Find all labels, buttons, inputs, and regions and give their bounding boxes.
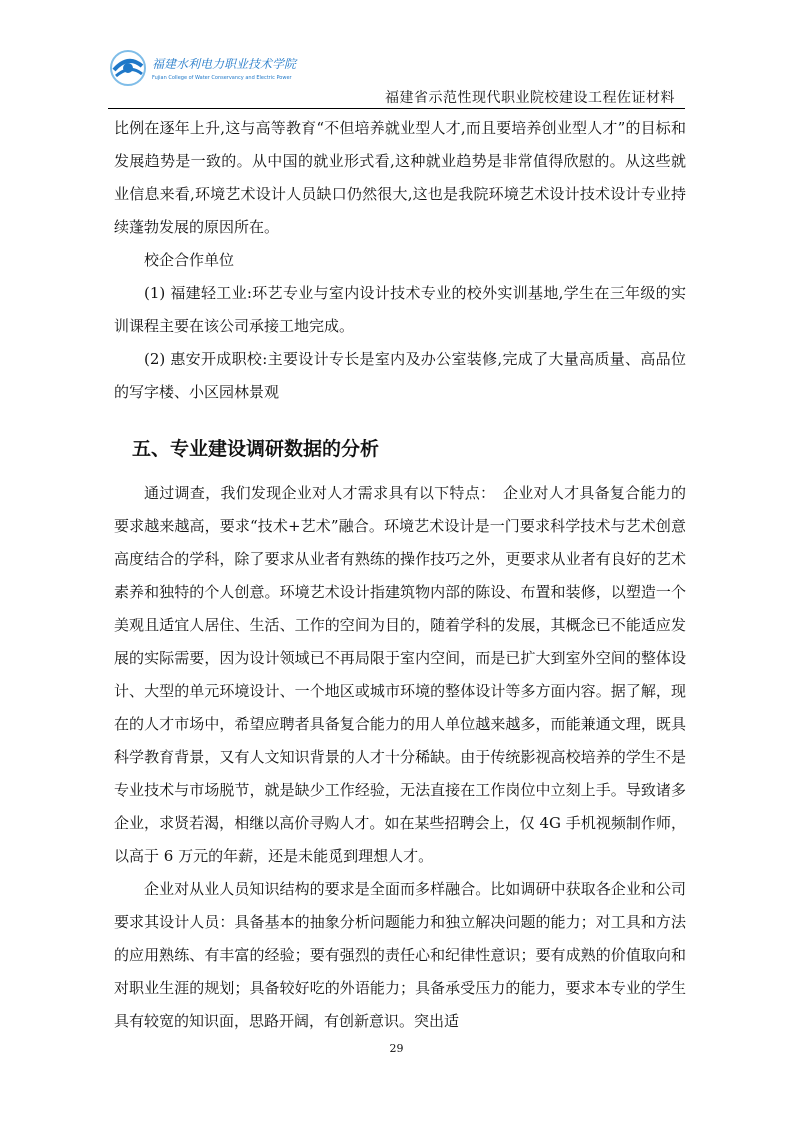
- logo-subtext: Fujian College of Water Conservancy and Electric Power: [152, 75, 292, 81]
- header-title: 福建省示范性现代职业院校建设工程佐证材料: [385, 90, 675, 106]
- paragraph: 通过调查，我们发现企业对人才需求具有以下特点： 企业对人才具备复合能力的要求越来越高，要求“技术+艺术”融合。环境艺术设计是一门要求科学技术与艺术创意高度结合的学科，除了要求从业者有熟练的操作技巧之外，更要求从业者有良好的艺术素养和独特的个人创意。环境艺术设计指建筑物内部的陈设、布置和装修，以塑造一个美观且适宜人居住、生活、工作的空间为目的，随着学科的发展，其概念已不能适应发展的实际需要，因为设计领域已不再局限于室内空间，而是已扩大到室外空间的整体设计、大型的单元环境设计、一个地区或城市环境的整体设计等多方面内容。据了解，现在的人才市场中，希望应聘者具备复合能力的用人单位越来越多，而能兼通文理，既具科学教育背景，又有人文知识背景的人才十分稀缺。由于传统影视高校培养的学生不是专业技术与市场脱节，就是缺少工作经验，无法直接在工作岗位中立刻上手。导致诸多企业，求贤若渴，相继以高价寻购人才。如在某些招聘会上，仅 4G 手机视频制作师，以高于 6 万元的年薪，还是未能觅到理想人才。: [114, 484, 686, 865]
- header-divider: [108, 108, 685, 109]
- paragraph: (2) 惠安开成职校:主要设计专长是室内及办公室装修,完成了大量高质量、高品位的写字楼、小区园林景观: [114, 350, 686, 401]
- subheading-partners: 校企合作单位: [144, 251, 235, 269]
- paragraph: (1) 福建轻工业:环艺专业与室内设计技术专业的校外实训基地,学生在三年级的实训课程主要在该公司承接工地完成。: [114, 284, 686, 335]
- paragraph: 企业对从业人员知识结构的要求是全面而多样融合。比如调研中获取各企业和公司要求其设计人员：具备基本的抽象分析问题能力和独立解决问题的能力；对工具和方法的应用熟练、有丰富的经验；要有强烈的责任心和纪律性意识；要有成熟的价值取向和对职业生涯的规划；具备较好吃的外语能力；具备承受压力的能力，要求本专业的学生具有较宽的知识面，思路开阔，有创新意识。突出适: [114, 880, 686, 1030]
- logo-text: 福建水利电力职业技术学院: [152, 57, 297, 71]
- section-heading: 五、专业建设调研数据的分析: [132, 438, 380, 460]
- college-emblem-icon: [108, 48, 308, 88]
- page-number: 29: [389, 1042, 404, 1055]
- college-logo: [108, 48, 308, 88]
- page-content: [114, 112, 686, 1038]
- paragraph: 比例在逐年上升,这与高等教育“不但培养就业型人才,而且要培养创业型人才”的目标和发展趋势是一致的。从中国的就业形式看,这种就业趋势是非常值得欣慰的。从这些就业信息来看,环境艺术设计人员缺口仍然很大,这也是我院环境艺术设计技术设计专业持续蓬勃发展的原因所在。: [114, 119, 686, 236]
